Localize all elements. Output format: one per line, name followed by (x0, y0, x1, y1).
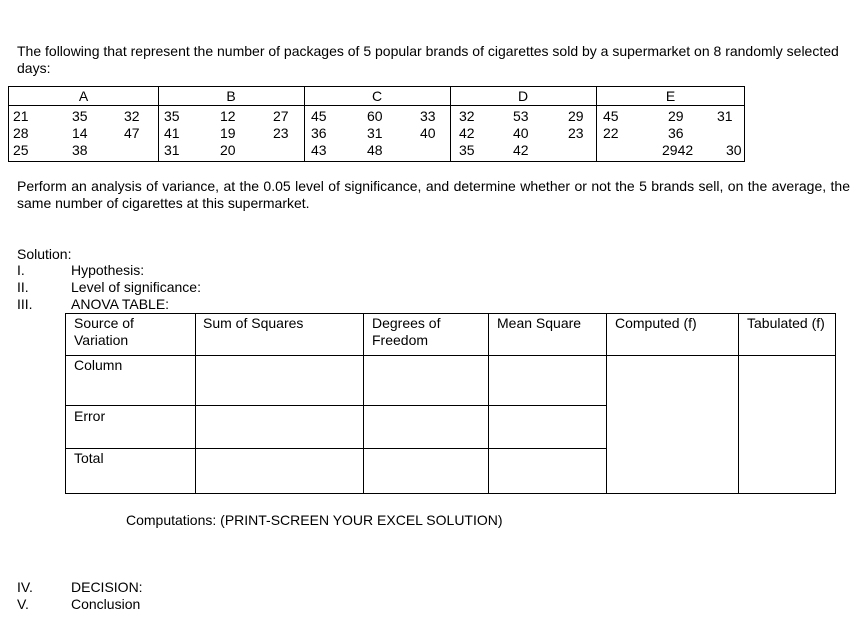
row-label-column: Column (74, 357, 123, 373)
column-divider (158, 87, 159, 161)
data-cell: 41 (164, 125, 180, 141)
column-divider (450, 87, 451, 161)
data-cell: 60 (367, 108, 383, 124)
hypothesis-label: Hypothesis: (71, 262, 145, 278)
header-computed-f: Computed (f) (615, 315, 697, 331)
question-text: Perform an analysis of variance, at the 0.05 level of significance, and determine whether or not the 5 brands sell, on the average, the same number of cigarettes at this supermarket. (17, 178, 850, 211)
header-ss: Sum of Squares (203, 315, 304, 331)
item-number: I. (17, 262, 25, 278)
header-df: Degrees of Freedom (372, 315, 441, 348)
decision-label: DECISION: (71, 579, 143, 595)
data-cell: 36 (311, 125, 327, 141)
header-ms: Mean Square (497, 315, 582, 331)
data-cell: 36 (668, 125, 684, 141)
data-cell: 40 (420, 125, 436, 141)
data-cell: 29 (668, 108, 684, 124)
column-divider (304, 87, 305, 161)
data-cell: 40 (513, 125, 529, 141)
significance-label: Level of significance: (71, 279, 201, 295)
computations-note: Computations: (PRINT-SCREEN YOUR EXCEL SOLUTION) (126, 512, 503, 528)
data-cell: 19 (220, 125, 236, 141)
data-cell: 33 (420, 108, 436, 124)
data-cell: 31 (717, 108, 733, 124)
column-divider (738, 314, 739, 493)
row-divider (66, 405, 606, 406)
data-cell: 53 (513, 108, 529, 124)
sales-data-table (8, 86, 745, 162)
data-cell: 48 (367, 142, 383, 158)
data-cell: 23 (273, 125, 289, 141)
column-divider (488, 314, 489, 493)
column-divider (596, 87, 597, 161)
data-cell: 45 (603, 108, 619, 124)
item-number: V. (17, 596, 29, 612)
conclusion-label: Conclusion (71, 596, 141, 612)
data-cell: 35 (459, 142, 475, 158)
brand-a-header: A (78, 88, 89, 104)
data-cell: 43 (311, 142, 327, 158)
column-divider (606, 314, 607, 493)
data-cell: 2942 (662, 142, 694, 158)
data-cell: 12 (220, 108, 236, 124)
header-tabulated-f: Tabulated (f) (747, 315, 825, 331)
data-cell: 35 (164, 108, 180, 124)
brand-e-header: E (665, 88, 676, 104)
data-cell: 27 (273, 108, 289, 124)
data-cell: 42 (513, 142, 529, 158)
data-cell: 35 (72, 108, 88, 124)
problem-statement: The following that represent the number of packages of 5 popular brands of cigarettes sold by a supermarket on 8 randomly selected days: (17, 43, 839, 76)
item-number: IV. (17, 579, 33, 595)
header-source: Source of Variation (74, 315, 134, 348)
data-cell: 14 (72, 125, 88, 141)
row-divider (66, 448, 606, 449)
data-cell: 32 (124, 108, 140, 124)
item-number: II. (17, 279, 29, 295)
data-cell: 22 (603, 125, 619, 141)
anova-table (65, 313, 836, 494)
data-cell: 25 (13, 142, 29, 158)
data-table-header (9, 87, 744, 106)
column-divider (195, 314, 196, 493)
data-cell: 29 (568, 108, 584, 124)
data-cell: 45 (311, 108, 327, 124)
row-label-error: Error (74, 408, 106, 424)
data-cell: 38 (72, 142, 88, 158)
brand-d-header: D (517, 88, 529, 104)
data-cell: 20 (220, 142, 236, 158)
data-cell: 32 (459, 108, 475, 124)
anova-table-label: ANOVA TABLE: (71, 296, 170, 312)
row-divider (66, 355, 835, 356)
data-cell: 21 (13, 108, 29, 124)
data-cell: 30 (726, 142, 742, 158)
data-cell: 47 (124, 125, 140, 141)
row-label-total: Total (74, 450, 104, 466)
data-cell: 23 (568, 125, 584, 141)
column-divider (363, 314, 364, 493)
data-cell: 42 (459, 125, 475, 141)
brand-b-header: B (226, 88, 236, 104)
data-cell: 31 (164, 142, 180, 158)
data-cell: 28 (13, 125, 29, 141)
brand-c-header: C (371, 88, 383, 104)
item-number: III. (17, 296, 33, 312)
solution-label: Solution: (17, 246, 72, 262)
data-cell: 31 (367, 125, 383, 141)
